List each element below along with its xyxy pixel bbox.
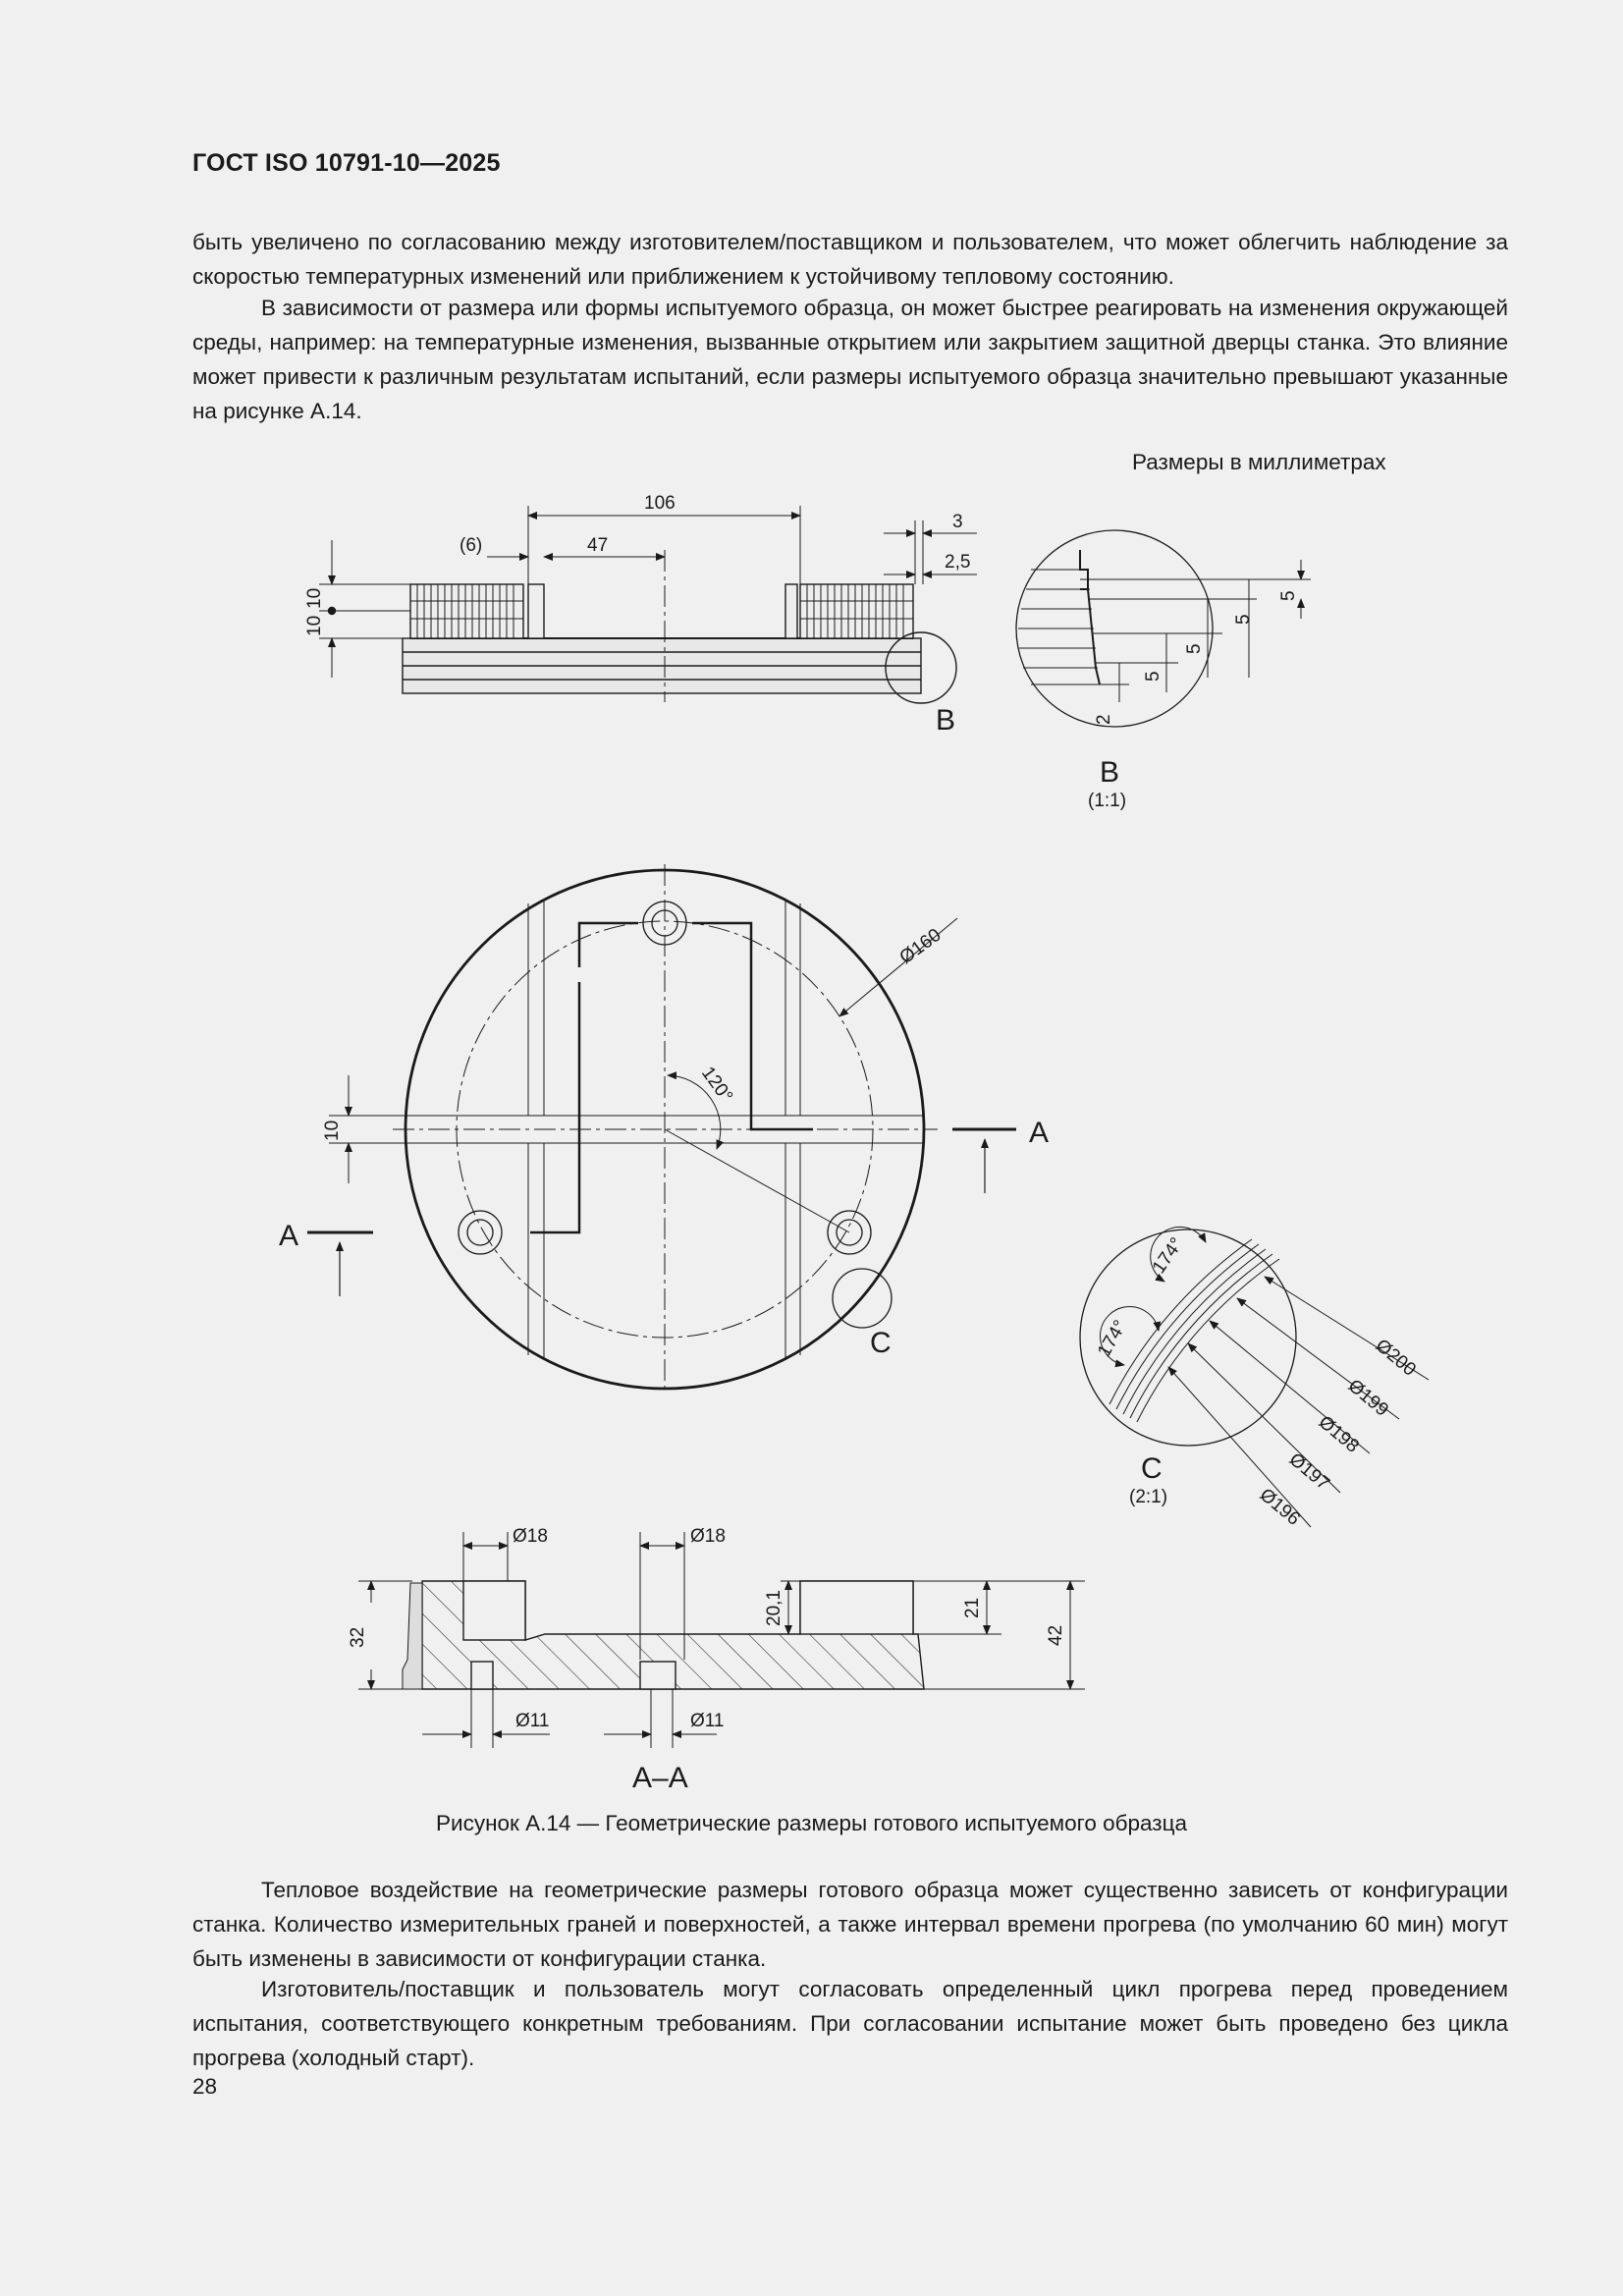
dia-200: Ø200 xyxy=(1371,1335,1420,1381)
detail-b-dim-4: 5 xyxy=(1143,671,1163,682)
detail-b-dim-1: 5 xyxy=(1278,590,1299,601)
detail-c-labels xyxy=(1094,1234,1420,1530)
detail-b-scale: (1:1) xyxy=(1088,791,1127,811)
paragraph-continuation: быть увеличено по согласованию между изготовителем/поставщиком и пользователем, что может облегчить наблюдение за скоростью температурных изменений или приближением к устойчивому тепловому состоянию. xyxy=(192,230,1508,289)
dim-42: 42 xyxy=(1046,1624,1066,1646)
dia-199: Ø199 xyxy=(1343,1375,1392,1421)
dia-196: Ø196 xyxy=(1255,1484,1304,1530)
detail-c-title: C xyxy=(1141,1452,1163,1485)
side-view xyxy=(319,506,977,703)
angle-174-upper: 174° xyxy=(1148,1233,1188,1278)
detail-b-title: B xyxy=(1100,756,1120,789)
units-note: Размеры в миллиметрах xyxy=(1132,450,1386,474)
page-header: ГОСТ ISO 10791-10—2025 xyxy=(192,149,501,177)
dim-3: 3 xyxy=(952,512,963,532)
detail-c-marker: C xyxy=(870,1327,892,1359)
paragraph-warmup-cycle: Изготовитель/поставщик и пользователь могут согласовать определенный цикл прогрева перед проведением испытания, соответствующего конкретным требованиям. При согласовании испытание может быть проведено без цикла прогрева (холодный старт). xyxy=(192,1977,1508,2070)
page-number: 28 xyxy=(192,2074,218,2099)
dim-32: 32 xyxy=(348,1626,368,1648)
dim-47: 47 xyxy=(587,535,609,556)
dim-20-1: 20,1 xyxy=(764,1590,784,1626)
paragraph-specimen-size: В зависимости от размера или формы испытуемого образца, он может быстрее реагировать на изменения окружающей среды, например: на температурные изменения, вызванные открытием или закрытием защитной дверцы станка. Это влияние может привести к различным результатам испытаний, если размеры испытуемого образца значительно превышают указанные на рисунке А.14. xyxy=(192,296,1508,423)
detail-b-dim-5: 2 xyxy=(1094,714,1114,725)
figure-caption: Рисунок А.14 — Геометрические размеры готового испытуемого образца xyxy=(436,1811,1187,1835)
dim-10-upper: 10 xyxy=(304,587,325,609)
paragraph-thermal-effect: Тепловое воздействие на геометрические размеры готового образца может существенно зависеть от конфигурации станка. Количество измерительных граней и поверхностей, а также интервал времени прогрева (по умолчанию 60 мин) могут быть изменены в зависимости от конфигурации станка. xyxy=(192,1878,1508,1971)
dim-6: (6) xyxy=(460,535,483,556)
dim-21: 21 xyxy=(962,1597,983,1618)
dia-11-left: Ø11 xyxy=(515,1711,550,1731)
dim-2-5: 2,5 xyxy=(945,552,971,573)
dia-160: Ø160 xyxy=(895,924,946,969)
detail-b-dim-3: 5 xyxy=(1184,643,1205,654)
dim-10-lower: 10 xyxy=(304,615,325,636)
angle-174-lower: 174° xyxy=(1094,1316,1131,1361)
angle-120: 120° xyxy=(696,1063,737,1107)
detail-b xyxy=(1016,530,1311,727)
dia-197: Ø197 xyxy=(1284,1449,1333,1495)
dia-198: Ø198 xyxy=(1314,1411,1363,1457)
section-title: A–A xyxy=(632,1762,688,1794)
plan-dim-10: 10 xyxy=(322,1120,343,1141)
section-marker-right: A xyxy=(1029,1117,1050,1149)
dia-18-left: Ø18 xyxy=(513,1526,548,1547)
detail-c-scale: (2:1) xyxy=(1129,1487,1168,1507)
dia-18-right: Ø18 xyxy=(690,1526,726,1547)
plan-view-labels xyxy=(279,925,1049,1359)
detail-b-dim-2: 5 xyxy=(1233,614,1254,625)
dim-106: 106 xyxy=(644,493,676,514)
dia-11-right: Ø11 xyxy=(690,1711,725,1731)
detail-b-marker: B xyxy=(936,704,956,737)
section-marker-left: A xyxy=(279,1220,299,1252)
detail-c xyxy=(1080,1227,1429,1527)
